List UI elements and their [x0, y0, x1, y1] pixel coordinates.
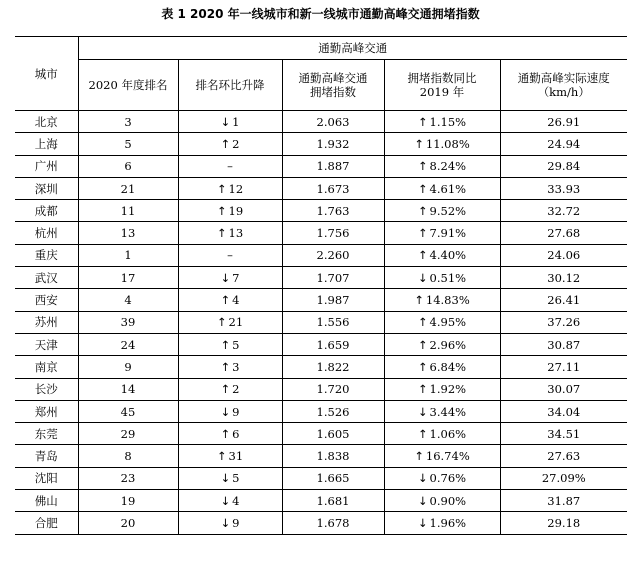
arrow-down-icon: ↓	[220, 114, 231, 129]
table-row	[15, 311, 627, 333]
cell-yoy	[384, 222, 500, 244]
cell-speed: 27.11	[500, 356, 627, 378]
cell-speed: 24.06	[500, 244, 627, 266]
rank-change-value: 7	[232, 270, 240, 285]
header-index	[282, 60, 384, 111]
yoy-value: 1.92%	[429, 382, 467, 397]
yoy-value: 7.91%	[429, 226, 467, 241]
arrow-up-icon: ↑	[216, 315, 227, 330]
table-row	[15, 356, 627, 378]
cell-rank-change	[178, 378, 282, 400]
arrow-up-icon: ↑	[417, 382, 428, 397]
cell-yoy	[384, 356, 500, 378]
rank-change-value: 19	[228, 203, 244, 218]
header-yoy-line2: 2019 年	[419, 85, 465, 99]
table-caption: 表 1 2020 年一线城市和新一线城市通勤高峰交通拥堵指数	[161, 7, 480, 21]
cell-speed: 27.68	[500, 222, 627, 244]
cell-rank-change	[178, 333, 282, 355]
cell-rank-change	[178, 467, 282, 489]
table-row	[15, 467, 627, 489]
cell-index: 1.659	[282, 333, 384, 355]
cell-rank: 3	[78, 111, 178, 133]
header-index-line2: 拥堵指数	[310, 85, 356, 99]
cell-yoy	[384, 445, 500, 467]
arrow-up-icon: ↑	[216, 449, 227, 464]
cell-speed: 34.04	[500, 400, 627, 422]
arrow-up-icon: ↑	[417, 426, 428, 441]
yoy-value: 4.40%	[429, 248, 467, 263]
cell-index: 1.678	[282, 512, 384, 534]
cell-rank: 1	[78, 244, 178, 266]
header-yoy-line1: 拥堵指数同比	[407, 71, 477, 85]
table-row	[15, 133, 627, 155]
arrow-up-icon: ↑	[216, 203, 227, 218]
cell-speed: 31.87	[500, 490, 627, 512]
cell-city: 苏州	[15, 311, 78, 333]
cell-index: 1.838	[282, 445, 384, 467]
cell-city: 武汉	[15, 267, 78, 289]
table-row	[15, 155, 627, 177]
cell-yoy	[384, 467, 500, 489]
cell-index: 2.260	[282, 244, 384, 266]
cell-rank: 17	[78, 267, 178, 289]
yoy-value: 6.84%	[429, 359, 467, 374]
cell-city: 成都	[15, 200, 78, 222]
rank-change-value: 1	[232, 114, 240, 129]
cell-speed: 30.87	[500, 333, 627, 355]
cell-rank: 4	[78, 289, 178, 311]
cell-yoy	[384, 111, 500, 133]
cell-city: 长沙	[15, 378, 78, 400]
arrow-up-icon: ↑	[220, 136, 231, 151]
cell-rank: 19	[78, 490, 178, 512]
cell-yoy	[384, 155, 500, 177]
cell-city: 广州	[15, 155, 78, 177]
arrow-up-icon: ↑	[417, 159, 428, 174]
cell-yoy	[384, 244, 500, 266]
cell-index: 1.665	[282, 467, 384, 489]
header-rank: 2020 年度排名	[78, 60, 178, 111]
cell-yoy	[384, 378, 500, 400]
arrow-up-icon: ↑	[417, 226, 428, 241]
cell-rank: 11	[78, 200, 178, 222]
cell-rank-change	[178, 356, 282, 378]
header-speed-line2: （km/h）	[537, 85, 590, 99]
rank-change-value: 13	[228, 226, 244, 241]
cell-rank: 20	[78, 512, 178, 534]
arrow-down-icon: ↓	[417, 270, 428, 285]
yoy-value: 8.24%	[429, 159, 467, 174]
cell-index: 1.681	[282, 490, 384, 512]
cell-rank-change	[178, 244, 282, 266]
cell-rank: 29	[78, 423, 178, 445]
cell-rank-change	[178, 490, 282, 512]
yoy-value: 0.51%	[429, 270, 467, 285]
cell-rank: 6	[78, 155, 178, 177]
arrow-up-icon: ↑	[220, 293, 231, 308]
arrow-up-icon: ↑	[220, 337, 231, 352]
yoy-value: 4.95%	[429, 315, 467, 330]
cell-yoy	[384, 423, 500, 445]
arrow-down-icon: ↓	[220, 270, 231, 285]
cell-rank: 8	[78, 445, 178, 467]
arrow-down-icon: ↓	[417, 404, 428, 419]
rank-change-none: –	[227, 248, 233, 263]
yoy-value: 2.96%	[429, 337, 467, 352]
cell-speed: 26.41	[500, 289, 627, 311]
arrow-up-icon: ↑	[220, 359, 231, 374]
arrow-up-icon: ↑	[220, 382, 231, 397]
header-change: 排名环比升降	[178, 60, 282, 111]
cell-city: 郑州	[15, 400, 78, 422]
cell-rank: 21	[78, 177, 178, 199]
cell-index: 1.756	[282, 222, 384, 244]
cell-city: 上海	[15, 133, 78, 155]
cell-city: 杭州	[15, 222, 78, 244]
cell-rank: 23	[78, 467, 178, 489]
cell-speed: 30.12	[500, 267, 627, 289]
cell-rank-change	[178, 155, 282, 177]
cell-rank-change	[178, 200, 282, 222]
cell-speed: 26.91	[500, 111, 627, 133]
cell-index: 1.605	[282, 423, 384, 445]
arrow-down-icon: ↓	[220, 515, 231, 530]
cell-rank: 9	[78, 356, 178, 378]
cell-index: 1.707	[282, 267, 384, 289]
arrow-up-icon: ↑	[417, 315, 428, 330]
cell-rank-change	[178, 177, 282, 199]
cell-speed: 27.63	[500, 445, 627, 467]
rank-change-value: 5	[232, 337, 240, 352]
cell-rank-change	[178, 133, 282, 155]
table-row	[15, 267, 627, 289]
table-row	[15, 244, 627, 266]
table-row	[15, 222, 627, 244]
cell-speed: 37.26	[500, 311, 627, 333]
cell-speed: 34.51	[500, 423, 627, 445]
yoy-value: 1.96%	[429, 515, 467, 530]
arrow-up-icon: ↑	[414, 449, 424, 464]
rank-change-value: 12	[228, 181, 244, 196]
arrow-up-icon: ↑	[216, 181, 227, 196]
arrow-up-icon: ↑	[417, 203, 428, 218]
cell-city: 沈阳	[15, 467, 78, 489]
yoy-value: 1.15%	[429, 114, 467, 129]
cell-index: 1.526	[282, 400, 384, 422]
cell-yoy	[384, 512, 500, 534]
rank-change-value: 4	[232, 293, 240, 308]
yoy-value: 1.06%	[429, 426, 467, 441]
cell-city: 东莞	[15, 423, 78, 445]
arrow-up-icon: ↑	[216, 226, 227, 241]
header-speed-line1: 通勤高峰实际速度	[517, 71, 610, 85]
arrow-down-icon: ↓	[220, 493, 231, 508]
header-speed	[500, 60, 627, 111]
cell-rank: 24	[78, 333, 178, 355]
cell-yoy	[384, 267, 500, 289]
table-row	[15, 333, 627, 355]
arrow-down-icon: ↓	[417, 515, 428, 530]
cell-index: 1.556	[282, 311, 384, 333]
cell-speed: 27.09%	[500, 467, 627, 489]
cell-yoy	[384, 289, 500, 311]
arrow-up-icon: ↑	[417, 337, 428, 352]
cell-city: 西安	[15, 289, 78, 311]
rank-change-value: 9	[232, 404, 240, 419]
table-row	[15, 400, 627, 422]
cell-rank-change	[178, 400, 282, 422]
rank-change-value: 2	[232, 382, 240, 397]
arrow-down-icon: ↓	[220, 404, 231, 419]
table-body	[15, 111, 627, 535]
arrow-up-icon: ↑	[414, 136, 424, 151]
table-row	[15, 423, 627, 445]
cell-yoy	[384, 333, 500, 355]
table-row	[15, 111, 627, 133]
cell-yoy	[384, 177, 500, 199]
rank-change-none: –	[227, 159, 233, 174]
cell-index: 1.987	[282, 289, 384, 311]
cell-city: 合肥	[15, 512, 78, 534]
arrow-up-icon: ↑	[417, 181, 428, 196]
cell-rank: 14	[78, 378, 178, 400]
rank-change-value: 21	[228, 315, 244, 330]
table-row	[15, 490, 627, 512]
congestion-table	[15, 36, 627, 535]
header-group: 通勤高峰交通	[78, 37, 627, 60]
cell-index: 2.063	[282, 111, 384, 133]
table-row	[15, 289, 627, 311]
rank-change-value: 31	[228, 449, 244, 464]
cell-rank: 5	[78, 133, 178, 155]
cell-city: 天津	[15, 333, 78, 355]
cell-rank-change	[178, 222, 282, 244]
rank-change-value: 3	[232, 359, 240, 374]
header-yoy	[384, 60, 500, 111]
yoy-value: 0.76%	[429, 471, 467, 486]
cell-city: 重庆	[15, 244, 78, 266]
cell-index: 1.887	[282, 155, 384, 177]
cell-yoy	[384, 490, 500, 512]
table-row	[15, 378, 627, 400]
arrow-up-icon: ↑	[417, 248, 428, 263]
cell-rank-change	[178, 423, 282, 445]
cell-rank-change	[178, 111, 282, 133]
cell-city: 深圳	[15, 177, 78, 199]
cell-rank: 13	[78, 222, 178, 244]
arrow-up-icon: ↑	[417, 114, 428, 129]
yoy-value: 4.61%	[429, 181, 467, 196]
cell-rank: 45	[78, 400, 178, 422]
header-index-line1: 通勤高峰交通	[298, 71, 368, 85]
cell-yoy	[384, 200, 500, 222]
cell-speed: 29.18	[500, 512, 627, 534]
cell-index: 1.720	[282, 378, 384, 400]
cell-speed: 29.84	[500, 155, 627, 177]
rank-change-value: 2	[232, 136, 240, 151]
arrow-up-icon: ↑	[417, 359, 428, 374]
yoy-value: 16.74%	[425, 449, 470, 464]
arrow-down-icon: ↓	[417, 471, 428, 486]
yoy-value: 11.08%	[425, 136, 470, 151]
yoy-value: 14.83%	[425, 293, 470, 308]
cell-rank-change	[178, 267, 282, 289]
cell-speed: 32.72	[500, 200, 627, 222]
cell-yoy	[384, 311, 500, 333]
table-row	[15, 512, 627, 534]
arrow-up-icon: ↑	[414, 293, 424, 308]
cell-index: 1.822	[282, 356, 384, 378]
cell-index: 1.763	[282, 200, 384, 222]
table-row	[15, 200, 627, 222]
rank-change-value: 9	[232, 515, 240, 530]
yoy-value: 0.90%	[429, 493, 467, 508]
cell-city: 佛山	[15, 490, 78, 512]
cell-city: 青岛	[15, 445, 78, 467]
cell-yoy	[384, 400, 500, 422]
cell-city: 北京	[15, 111, 78, 133]
cell-rank-change	[178, 311, 282, 333]
yoy-value: 9.52%	[429, 203, 467, 218]
header-city: 城市	[15, 37, 78, 111]
cell-speed: 30.07	[500, 378, 627, 400]
arrow-down-icon: ↓	[220, 471, 231, 486]
cell-rank-change	[178, 512, 282, 534]
cell-index: 1.932	[282, 133, 384, 155]
cell-index: 1.673	[282, 177, 384, 199]
rank-change-value: 6	[232, 426, 240, 441]
table-row	[15, 177, 627, 199]
cell-speed: 24.94	[500, 133, 627, 155]
cell-rank: 39	[78, 311, 178, 333]
arrow-up-icon: ↑	[220, 426, 231, 441]
rank-change-value: 5	[232, 471, 240, 486]
yoy-value: 3.44%	[429, 404, 467, 419]
cell-city: 南京	[15, 356, 78, 378]
cell-rank-change	[178, 445, 282, 467]
cell-speed: 33.93	[500, 177, 627, 199]
arrow-down-icon: ↓	[417, 493, 428, 508]
table-row	[15, 445, 627, 467]
rank-change-value: 4	[232, 493, 240, 508]
cell-rank-change	[178, 289, 282, 311]
cell-yoy	[384, 133, 500, 155]
